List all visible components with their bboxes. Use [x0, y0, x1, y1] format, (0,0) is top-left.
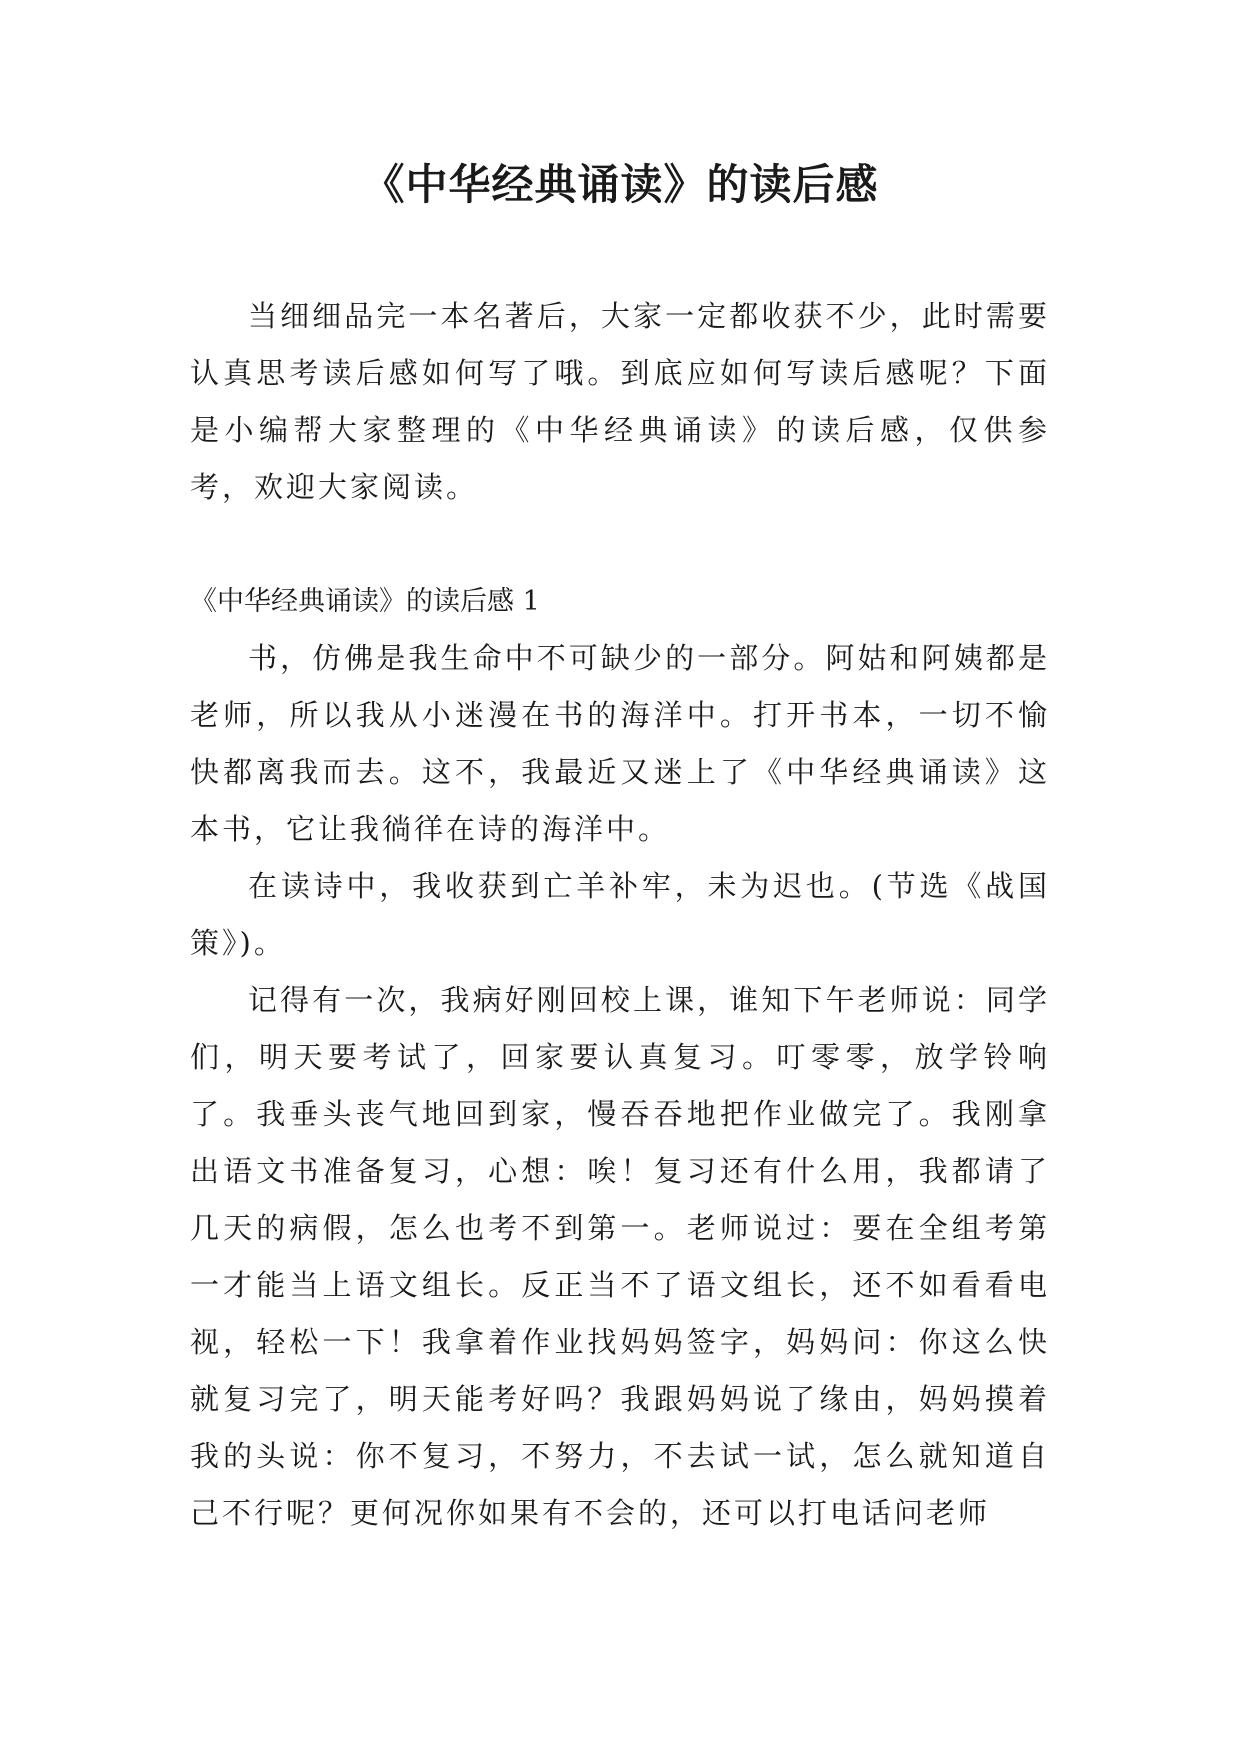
document-title: 《中华经典诵读》的读后感: [362, 160, 879, 209]
section-heading: 《中华经典诵读》的读后感 1: [190, 586, 540, 617]
document-body: [190, 288, 1050, 1542]
intro-paragraph: 当细细品完一本名著后，大家一定都收获不少，此时需要认真思考读后感如何写了哦。到底应如何写读后感呢？下面是小编帮大家整理的《中华经典诵读》的读后感，仅供参考，欢迎大家阅读。: [190, 299, 1050, 504]
body-paragraph: 记得有一次，我病好刚回校上课，谁知下午老师说：同学们，明天要考试了，回家要认真复习。叮零零，放学铃响了。我垂头丧气地回到家，慢吞吞地把作业做完了。我刚拿出语文书准备复习，心想：唉！复习还有什么用，我都请了几天的病假，怎么也考不到第一。老师说过：要在全组考第一才能当上语文组长。反正当不了语文组长，还不如看看电视，轻松一下！我拿着作业找妈妈签字，妈妈问：你这么快就复习完了，明天能考好吗？我跟妈妈说了缘由，妈妈摸着我的头说：你不复习，不努力，不去试一试，怎么就知道自己不行呢？更何况你如果有不会的，还可以打电话问老师: [190, 983, 1050, 1530]
spacer: [190, 516, 1050, 573]
body-paragraph: 书，仿佛是我生命中不可缺少的一部分。阿姑和阿姨都是老师，所以我从小迷漫在书的海洋中。打开书本，一切不愉快都离我而去。这不，我最近又迷上了《中华经典诵读》这本书，它让我徜徉在诗的海洋中。: [190, 641, 1050, 846]
body-paragraph: 在读诗中，我收获到亡羊补牢，未为迟也。(节选《战国策》)。: [190, 869, 1050, 960]
